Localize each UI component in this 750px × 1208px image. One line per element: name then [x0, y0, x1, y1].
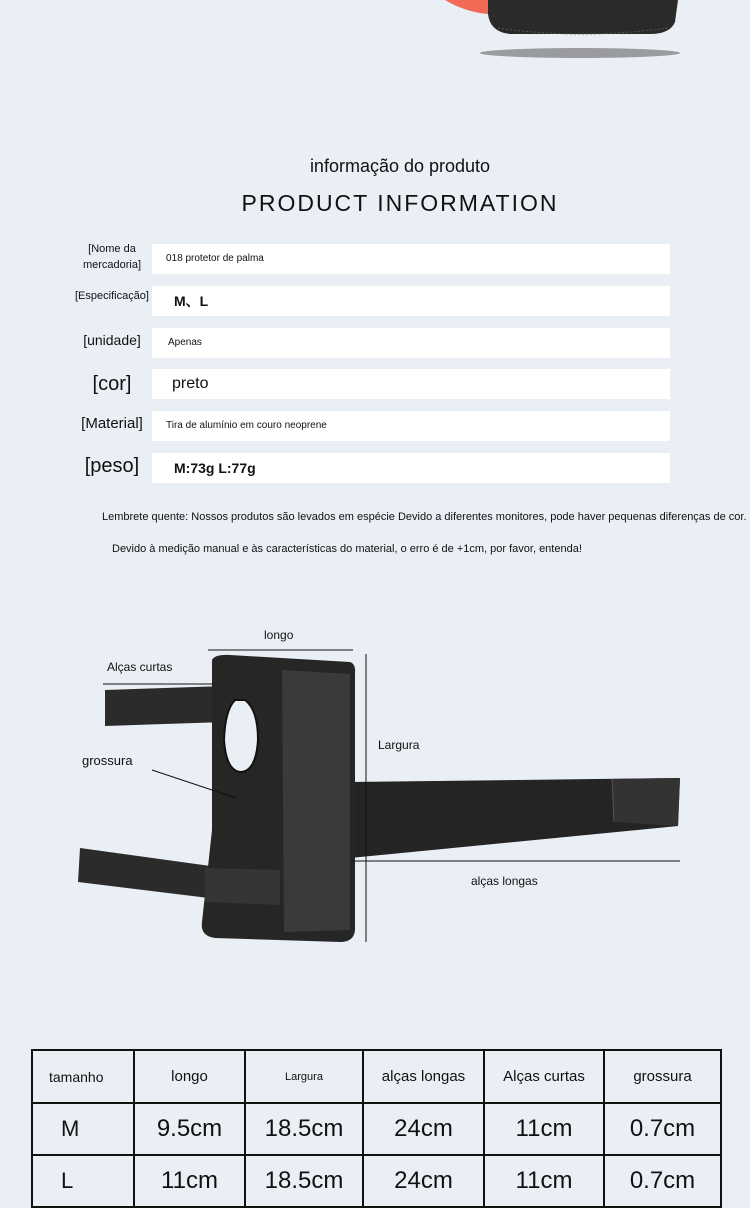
- header-grossura: grossura: [604, 1050, 721, 1103]
- size-diagram: [0, 600, 750, 980]
- table-row: [32, 1155, 721, 1207]
- table-row: [32, 1103, 721, 1155]
- info-value-box: [152, 369, 670, 399]
- label-longo: longo: [264, 628, 294, 642]
- header-longo: longo: [134, 1050, 245, 1103]
- info-value-material: Tira de alumínio em couro neoprene: [166, 420, 327, 431]
- cell-alcas-longas: 24cm: [363, 1103, 484, 1155]
- header-alcas-longas: alças longas: [363, 1050, 484, 1103]
- info-value-color: preto: [172, 375, 209, 392]
- note-color-warning: Lembrete quente: Nossos produtos são levados em espécie Devido a diferentes monitores, pode haver pequenas diferenças de cor.: [102, 511, 747, 523]
- info-label-name: [Nome da mercadoria]: [82, 243, 142, 271]
- info-label-color: [cor]: [92, 373, 132, 395]
- cell-longo: 9.5cm: [134, 1103, 245, 1155]
- table-header-row: [32, 1050, 721, 1103]
- header-alcas-curtas: Alças curtas: [484, 1050, 604, 1103]
- info-value-box: [152, 411, 670, 441]
- info-label-spec: [Especificação]: [75, 290, 149, 302]
- product-image-fragment: [440, 0, 700, 70]
- section-title: PRODUCT INFORMATION: [241, 190, 559, 216]
- cell-alcas-longas: 24cm: [363, 1155, 484, 1207]
- info-label-weight: [peso]: [84, 455, 140, 477]
- info-value-box: [152, 286, 670, 316]
- size-table: [31, 1049, 722, 1208]
- cell-largura: 18.5cm: [245, 1155, 363, 1207]
- cell-alcas-curtas: 11cm: [484, 1155, 604, 1207]
- cell-grossura: 0.7cm: [604, 1155, 721, 1207]
- section-subtitle: informação do produto: [309, 156, 491, 176]
- cell-largura: 18.5cm: [245, 1103, 363, 1155]
- info-value-name: 018 protetor de palma: [166, 253, 264, 264]
- info-label-material: [Material]: [81, 415, 143, 432]
- info-label-unit: [unidade]: [83, 332, 141, 348]
- info-value-unit: Apenas: [168, 337, 202, 348]
- info-value-box: [152, 244, 670, 274]
- cell-grossura: 0.7cm: [604, 1103, 721, 1155]
- note-measurement-error: Devido à medição manual e às características do material, o erro é de +1cm, por favor, entenda!: [112, 543, 582, 555]
- label-alcas-longas: alças longas: [471, 874, 538, 888]
- info-value-box: [152, 453, 670, 483]
- header-tamanho: tamanho: [32, 1050, 134, 1103]
- label-grossura: grossura: [82, 753, 133, 768]
- cell-size: L: [32, 1155, 134, 1207]
- label-largura: Largura: [378, 738, 420, 752]
- wrist-brace-illustration: [0, 600, 750, 980]
- cell-alcas-curtas: 11cm: [484, 1103, 604, 1155]
- info-value-weight: M:73g L:77g: [174, 460, 256, 476]
- info-value-box: [152, 328, 670, 358]
- info-value-spec: M、L: [174, 293, 209, 309]
- cell-size: M: [32, 1103, 134, 1155]
- cell-longo: 11cm: [134, 1155, 245, 1207]
- label-alcas-curtas: Alças curtas: [107, 660, 173, 674]
- header-largura: Largura: [245, 1050, 363, 1103]
